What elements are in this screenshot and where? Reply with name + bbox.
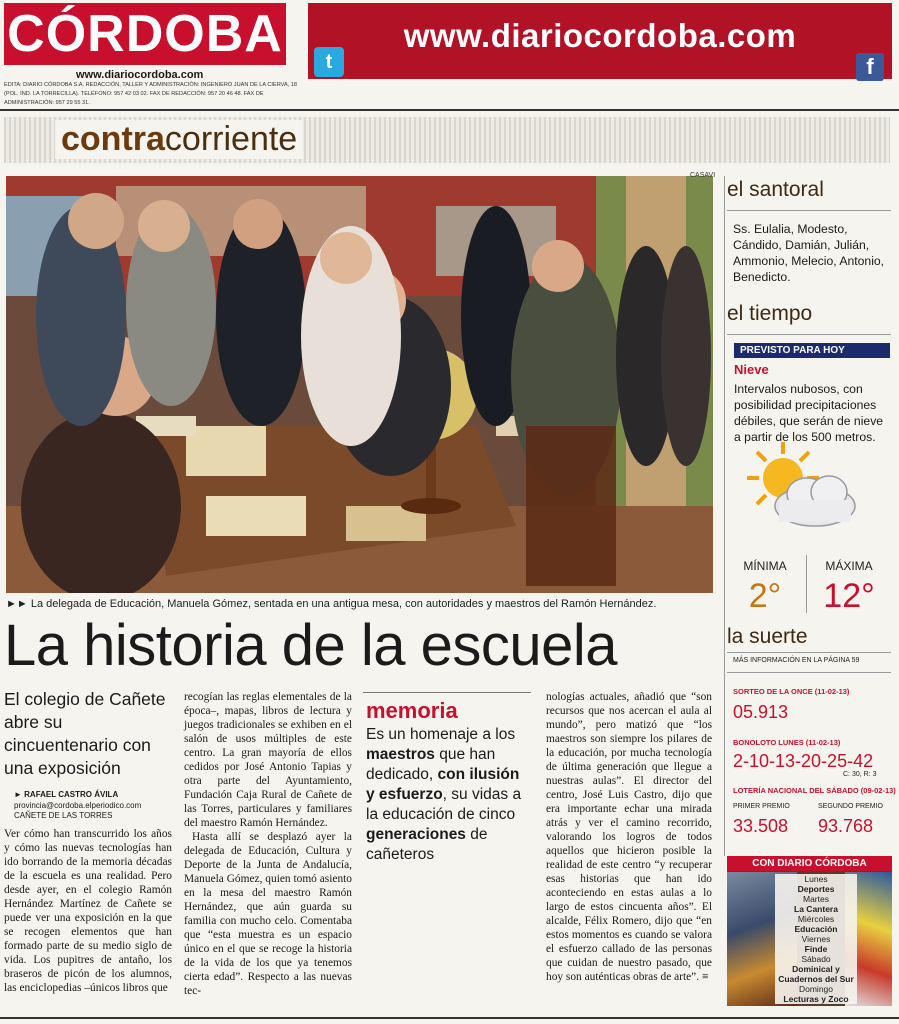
twitter-icon[interactable]: t bbox=[314, 47, 344, 77]
second-prize-label: SEGUNDO PREMIO bbox=[818, 803, 883, 810]
divider bbox=[363, 692, 531, 693]
memoria-text: , su vidas a la educación de cinco bbox=[366, 786, 522, 823]
supplements-promo[interactable] bbox=[727, 856, 892, 1006]
promo-item[interactable] bbox=[775, 984, 857, 1004]
min-label: MÍNIMA bbox=[743, 559, 787, 573]
promo-item[interactable] bbox=[775, 934, 857, 954]
author-name bbox=[14, 790, 118, 799]
caption-arrow-icon: ►► bbox=[6, 598, 31, 610]
loteria-label: LOTERÍA NACIONAL DEL SÁBADO (09-02-13) bbox=[733, 786, 896, 795]
promo-list bbox=[775, 874, 857, 1004]
sun-cloud-icon bbox=[745, 440, 857, 532]
divider bbox=[0, 1017, 899, 1019]
article-column-2 bbox=[184, 690, 352, 998]
bonoloto-extra: C: 30, R: 3 bbox=[843, 771, 877, 778]
memoria-bold: con ilusión y esfuerzo bbox=[366, 766, 520, 803]
promo-day: Domingo bbox=[798, 984, 834, 994]
photo-credit: CASAVI bbox=[690, 172, 716, 179]
section-title bbox=[55, 120, 303, 159]
suerte-title: la suerte bbox=[727, 625, 808, 648]
divider bbox=[727, 652, 891, 653]
promo-title: Deportes bbox=[797, 884, 835, 894]
divider bbox=[806, 555, 807, 613]
divider bbox=[727, 334, 891, 335]
suerte-more-info: MÁS INFORMACIÓN EN LA PÁGINA 59 bbox=[733, 657, 860, 664]
santoral-names: Ss. Eulalia, Modesto, Cándido, Damián, Julián, Ammonio, Melecio, Antonio, Benedicto. bbox=[733, 222, 885, 284]
section-title-bold: contra bbox=[61, 120, 165, 158]
article-subtitle: El colegio de Cañete abre su cincuentenario con una exposición bbox=[4, 689, 166, 778]
first-prize-label: PRIMER PREMIO bbox=[733, 803, 790, 810]
memoria-text: que han dedicado, bbox=[366, 746, 496, 783]
memoria-bold: maestros bbox=[366, 746, 435, 763]
article-column-4 bbox=[546, 690, 712, 984]
tiempo-title: el tiempo bbox=[727, 302, 813, 325]
forecast-badge: PREVISTO PARA HOY bbox=[734, 343, 890, 358]
publisher-info: EDITA: DIARIO CÓRDOBA S.A. REDACCIÓN, TALLER Y ADMINISTRACIÓN: INGENIERO JUAN DE LA CIERVA, 18 (POL. IND. LA TORRECILLA). TELÉFONO: 957 42 03 02. FAX DE REDACCIÓN: 957 20 46 48. FAX DE ADMINISTRACIÓN: 957 29 55 31. bbox=[4, 82, 298, 106]
divider bbox=[727, 210, 891, 211]
memoria-quote bbox=[366, 725, 532, 865]
first-prize-value: 33.508 bbox=[733, 816, 789, 836]
max-label: MÁXIMA bbox=[825, 559, 873, 573]
promo-header: CON DIARIO CÓRDOBA bbox=[727, 856, 892, 871]
promo-day: Lunes bbox=[804, 874, 828, 884]
author-text: RAFAEL CASTRO ÁVILA bbox=[24, 790, 119, 799]
bonoloto-label: BONOLOTO LUNES (11-02-13) bbox=[733, 738, 841, 747]
article-location: CAÑETE DE LAS TORRES bbox=[14, 811, 113, 820]
memoria-bold: generaciones bbox=[366, 826, 466, 843]
website-url[interactable]: www.diariocordoba.com bbox=[403, 17, 797, 54]
bonoloto-value: 2-10-13-20-25-42 bbox=[733, 751, 874, 771]
min-temp: 2° bbox=[748, 577, 782, 615]
promo-day: Viernes bbox=[801, 934, 831, 944]
article-column-2-part-2: Hasta allí se desplazó ayer la delegada de Educación, Cultura y Deporte de la Junta de Andalucía, Manuela Gómez, quien tomó asiento en la mesa del maestro Ramón Hernández, que aún guarda su familia con mucho celo. Comentaba que “esta muestra es un espacio único en el que se recoge la historia de la vida de los que ya tenemos cierta edad”. Respecto a las nuevas tec- bbox=[184, 831, 352, 997]
author-email[interactable]: provincia@cordoba.elperiodico.com bbox=[14, 801, 142, 810]
promo-title: Dominical y Cuadernos del Sur bbox=[778, 964, 854, 984]
max-temp: 12° bbox=[823, 577, 875, 615]
article-column-1: Ver cómo han transcurrido los años y cómo las nuevas tecnologías han ido borrando de la memoria décadas de la escuela es una realidad. Pero desde ayer, en el colegio Ramón Hernández Martínez de Cañete se puede ver una exposición en la que se recogen elementos que han formado parte de su medio siglo de vida. Los pupitres de antaño, los braseros de picón de los alumnos, las enciclopedias –únicos libros que bbox=[4, 828, 172, 994]
once-value: 05.913 bbox=[733, 702, 789, 722]
promo-item[interactable] bbox=[775, 954, 857, 984]
promo-day: Miércoles bbox=[797, 914, 835, 924]
section-title-rest: corriente bbox=[164, 120, 298, 158]
promo-title: Lecturas y Zoco bbox=[783, 994, 849, 1004]
newspaper-logo: CÓRDOBA bbox=[4, 3, 286, 65]
column-divider bbox=[724, 176, 725, 856]
photo-illustration bbox=[6, 176, 713, 593]
divider bbox=[0, 109, 899, 111]
promo-item[interactable] bbox=[775, 874, 857, 894]
promo-title: Educación bbox=[794, 924, 838, 934]
memoria-text: de cañeteros bbox=[366, 826, 488, 863]
end-mark-icon: ≡ bbox=[701, 971, 709, 983]
memoria-text: Es un homenaje a los bbox=[366, 726, 516, 743]
photo-caption bbox=[6, 598, 713, 610]
second-prize-value: 93.768 bbox=[818, 816, 874, 836]
divider bbox=[727, 672, 891, 673]
facebook-icon[interactable]: f bbox=[856, 53, 884, 81]
promo-item[interactable] bbox=[775, 894, 857, 914]
website-banner[interactable] bbox=[308, 3, 892, 79]
weather-condition: Nieve bbox=[734, 362, 769, 377]
promo-day: Sábado bbox=[801, 954, 831, 964]
santoral-title: el santoral bbox=[727, 178, 824, 201]
promo-day: Martes bbox=[803, 894, 829, 904]
promo-title: Finde bbox=[804, 944, 828, 954]
article-photo bbox=[6, 176, 713, 593]
article-headline: La historia de la escuela bbox=[4, 613, 618, 678]
caption-text: La delegada de Educación, Manuela Gómez, sentada en una antigua mesa, con autoridades y maestros del Ramón Hernández. bbox=[30, 598, 657, 610]
promo-title: La Cantera bbox=[794, 904, 838, 914]
author-arrow-icon: ► bbox=[14, 790, 25, 799]
memoria-title: memoria bbox=[366, 698, 458, 723]
article-column-4-text: nologías actuales, añadió que “son recursos que nos acercan el aula al mundo”, pero matizó que “los maestros son siempre los pilares de la educación, por mucha tecnología de última generación que llegue a nuestras aulas”. El director del centro, José Luis Castro, dijo que era importante echar una mirada atrás y ver el camino recorrido, valorando los logros de todos aquellos que hicieron posible la realidad de este centro “y recuperar esas historias que han ido aconteciendo en estas aulas a lo largo de estos cincuenta años”. El alcalde, Félix Romero, dijo que “en estos momentos es cuando se valora el esfuerzo callado de las personas que cuidan de nuestro pasado, que hoy son auténticas obras de arte”. bbox=[546, 691, 712, 983]
weather-forecast: Intervalos nubosos, con posibilidad precipitaciones débiles, que serán de nieve a partir de los 500 metros. bbox=[734, 382, 884, 444]
small-url: www.diariocordoba.com bbox=[76, 69, 204, 81]
article-column-2-part-1: recogían las reglas elementales de la época–, mapas, libros de lectura y juegos tradicionales se exhiben en el salón de usos múltiples de este centro. La gran mayoría de ellos cedidos por José Antonio Tapias y otra parte del Ayuntamiento, Fundación Caja Rural de Cañete de las Torres, particulares y familiares del maestro Ramón Hernández. bbox=[184, 691, 352, 829]
promo-item[interactable] bbox=[775, 914, 857, 934]
once-label: SORTEO DE LA ONCE (11-02-13) bbox=[733, 687, 850, 696]
